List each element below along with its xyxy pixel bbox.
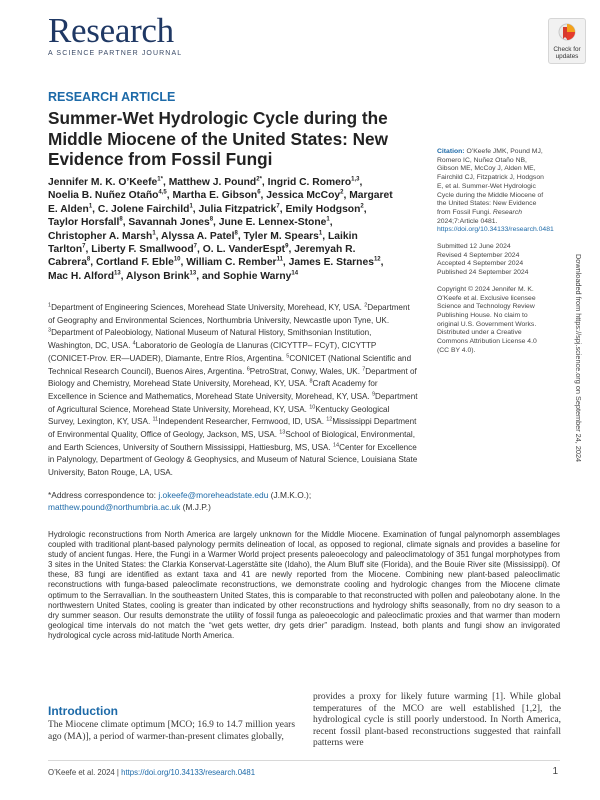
journal-masthead [48, 11, 183, 57]
citation-label: Citation: [437, 148, 465, 155]
download-notice [575, 254, 585, 532]
affiliation-item: $^3$Department of Paleobiology, National Museum of Natural History, Smithsonian Institution, Washington, DC, USA. [48, 327, 372, 351]
author-name: Emily Hodgson$^2$ [285, 203, 364, 215]
author-name: Cortland F. Eble$^{10}$ [96, 257, 181, 269]
affiliation-item: $^4$Laboratorio de Geología de Llanuras (CICYTTP– FCyT), CICYTTP (CONICET-Prov. ER—UADER), Diamante, Entre Ríos, Argentina. [48, 340, 377, 363]
email-link-pound[interactable]: matthew.pound@northumbria.ac.uk [48, 501, 181, 512]
affiliation-item: $^9$Department of Agricultural Science, Morehead State University, Morehead, KY, USA. [48, 391, 418, 414]
author-name: Jeremyah R. Cabrera$^8$ [48, 244, 356, 269]
article-type: RESEARCH ARTICLE [48, 90, 176, 104]
footer-citation: O’Keefe et al. 2024 | [48, 768, 122, 777]
journal-name: Research [48, 11, 174, 50]
author-name: Ingrid C. Romero$^{1,3}$ [267, 176, 360, 188]
author-name: O. L. VanderEspt$^9$ [202, 243, 289, 256]
author-list: Jennifer M. K. O’Keefe$^{1*}$, Matthew J. Pound$^{2*}$, Ingrid C. Romero$^{1,3}$, Noelia B. Nuñez Otaño$^{4,5}$, Martha E. Gibson$^6$, Jessica McCoy$^2$, Margaret E. Alden$^1$, C. Jolene Fairchild$^1$, Julia Fitzpatrick$^7$, Emily Hodgson$^2$, Taylor Horsfall$^8$, Savannah Jones$^8$, June E. Lennex-Stone$^1$, Christopher A. Marsh$^1$, Alyssa A. Patel$^8$, Tyler M. Spears$^1$, Laikin Tarlton$^7$, Liberty F. Smallwood$^7$, O. L. VanderEspt$^9$, Jeremyah R. Cabrera$^8$, Cortland F. Eble$^{10}$, William C. Rember$^{11}$, James E. Starnes$^{12}$, Mac H. Alford$^{13}$, Alyson Brink$^{13}$, and Sophie Warny$^{14}$ [48, 176, 393, 282]
author-name: Alyssa A. Patel$^8$ [161, 230, 238, 242]
revised-date: Revised 4 September 2024 [437, 251, 520, 259]
author-name: Julia Fitzpatrick$^7$ [198, 203, 280, 215]
correspondence-prefix: *Address correspondence to: [48, 490, 159, 500]
copyright-notice: Copyright © 2024 Jennifer M. K. O’Keefe et al. Exclusive licensee Science and Technology Review Publishing House. No claim to original U.S. Government Works. Distributed under a Creative Commons Attribution License 4.0 (CC BY 4.0). [437, 285, 537, 354]
footer-doi-link[interactable]: https://doi.org/10.34133/research.0481 [121, 768, 256, 777]
article-sidebar [437, 148, 554, 363]
affiliation-item: $^5$CONICET (National Scientific and Technical Research Council), Buenos Aires, Argentina. [48, 353, 412, 376]
author-name: Christopher A. Marsh$^1$ [48, 230, 156, 242]
email-link-okeefe[interactable]: j.okeefe@moreheadstate.edu [158, 490, 269, 500]
citation [437, 148, 554, 235]
citation-journal: Research [492, 208, 522, 216]
affiliation-item: $^7$Department of Biology and Chemistry, Morehead State University, Morehead, KY, USA. [48, 365, 417, 389]
affiliation-item: $^1$Department of Engineering Sciences, Morehead State University, Morehead, KY, USA. [48, 302, 362, 312]
correspondence-mid: (J.M.K.O.); [268, 490, 312, 500]
article-title: Summer-Wet Hydrologic Cycle during the Middle Miocene of the United States: New Evidence from Fossil Fungi [48, 108, 388, 169]
affiliation-item: $^{12}$Mississippi Department of Environmental Quality, Office of Geology, Jackson, MS, USA. [48, 416, 417, 440]
author-name: Sophie Warny$^{14}$ [223, 270, 299, 282]
author-name: June E. Lennex-Stone$^1$ [218, 216, 330, 229]
correspondence [48, 490, 420, 513]
citation-doi-link[interactable]: https://doi.org/10.34133/research.0481 [437, 226, 554, 234]
author-name: C. Jolene Fairchild$^1$ [97, 203, 193, 215]
author-name: Liberty F. Smallwood$^7$ [91, 243, 197, 256]
introduction-col1: The Miocene climate optimum [MCO; 16.9 to 14.7 million years ago (MA)], a period of warmer-than-present climates globally, [48, 720, 295, 742]
check-updates-icon [557, 22, 577, 46]
author-name: Jennifer M. K. O’Keefe$^{1*}$ [48, 176, 163, 188]
author-name: Savannah Jones$^8$ [128, 216, 214, 229]
abstract: Hydrologic reconstructions from North America are largely unknown for the Middle Miocene. Examination of fungal palynomorph assemblages coupled with traditional plant-based palynology permits delineation of local, as opposed to regional, climate signals and provides a baseline for study of ancient fungas. Here, the Fungi in a Warmer World project presents paleoecology and paleoclimatology of 351 fungal morphotypes from 3 sites in the United States: the Clarkia Konservat-Lagerstätte site (Idaho), the Alum Bluff site (Florida), and the Bouie River site (Mississippi). Of these, 83 fungi are identified as extant taxa and 41 are newly reported from the Miocene. Combining new plant-based paleoclimatic reconstructions with funga-based paleoclimate reconstructions, we demonstrate cooling and hydrologic changes from the Miocene climate optimum to the Serravallian. In the southeastern United States, this is comparable to that reconstructed with pollen and paleobotany alone. In the northwestern United States, cooling is greater than indicated by other reconstructions and hydrology shifts seasonally, from no dry season to a dry summer season. Our results demonstrate the utility of fossil funga as paleoecologic and paleoclimatic proxies and that warmer than modern geological time intervals do not match the “wet gets wetter, dry gets drier” paradigm. Instead, both plants and fungi show an invigorated hydrological cycle across mid-latitude North America. [48, 530, 560, 640]
author-name: Tyler M. Spears$^1$ [243, 230, 323, 242]
author-name: Matthew J. Pound$^{2*}$ [168, 176, 262, 188]
affiliation-item: $^{14}$Center for Excellence in Palynology, Department of Geology & Geophysics, and Museum of Natural Science, Louisiana State University, Baton Rouge, LA, USA. [48, 442, 418, 478]
author-name: Jessica McCoy$^2$ [266, 189, 344, 202]
correspondence-suffix: (M.J.P.) [180, 501, 211, 512]
author-name: William C. Rember$^{11}$ [186, 257, 283, 269]
introduction-col2: provides a proxy for likely future warming [1]. While global temperatures of the MCO are well established [1,2], the hydrological cycle is still poorly understood. In North America, recent fossil plant-based reconstructions suggested that rainfall patterns were [313, 692, 561, 749]
history-dates [437, 243, 549, 278]
affiliation-item: $^2$Department of Geography and Environmental Sciences, Northumbria University, Newcastle upon Tyne, UK. [48, 302, 410, 325]
affiliation-item: $^8$Craft Academy for Excellence in Science and Mathematics, Morehead State University, Morehead, KY, USA. [48, 378, 378, 401]
author-name: Laikin Tarlton$^7$ [48, 230, 358, 256]
accepted-date: Accepted 4 September 2024 [437, 260, 524, 268]
affiliation-item: $^{10}$Kentucky Geological Survey, Lexington, KY, USA. [48, 403, 390, 427]
author-name: Taylor Horsfall$^8$ [48, 216, 123, 229]
author-name: Mac H. Alford$^{13}$ [48, 270, 121, 282]
citation-tail: 2024;7:Article 0481. [437, 217, 498, 225]
affiliation-item: $^6$PetroStrat, Conwy, Wales, UK. [246, 365, 360, 376]
author-name: Margaret E. Alden$^1$ [48, 190, 393, 215]
check-updates-line2: updates [555, 53, 579, 60]
affiliations [48, 302, 418, 480]
affiliation-item: $^{11}$Independent Researcher, Fernwood, ID, USA. [152, 416, 324, 427]
download-notice-text: Downloaded from https://spj.science.org on September 24, 2024 [574, 254, 583, 463]
affiliation-item: $^{13}$School of Biological, Environmental, and Earth Sciences, University of Southern Mississippi, Hattiesburg, MS, USA. [48, 429, 415, 452]
check-updates-line1: Check for [553, 46, 581, 53]
page-number: 1 [552, 766, 558, 777]
footer-divider [48, 760, 560, 761]
journal-tagline: A SCIENCE PARTNER JOURNAL [48, 50, 183, 57]
check-for-updates-button[interactable] [548, 18, 586, 64]
author-name: James E. Starnes$^{12}$ [288, 257, 381, 269]
published-date: Published 24 September 2024 [437, 269, 529, 277]
citation-text: O’Keefe JMK, Pound MJ, Romero IC, Nuñez Otaño NB, Gibson ME, McCoy J, Alden ME, Fairchild CJ, Fitzpatrick J, Hodgson E, et al. Summer-Wet Hydrologic Cycle during the Middle Miocene of the United States: New Evidence from Fossil Fungi. [437, 148, 544, 216]
author-name: Alyson Brink$^{13}$ [126, 270, 197, 282]
footer [48, 768, 255, 777]
submitted-date: Submitted 12 June 2024 [437, 243, 511, 251]
author-name: Martha E. Gibson$^6$ [172, 189, 261, 202]
introduction-heading: Introduction [48, 704, 118, 718]
author-name: Noelia B. Nuñez Otaño$^{4,5}$ [48, 189, 167, 202]
